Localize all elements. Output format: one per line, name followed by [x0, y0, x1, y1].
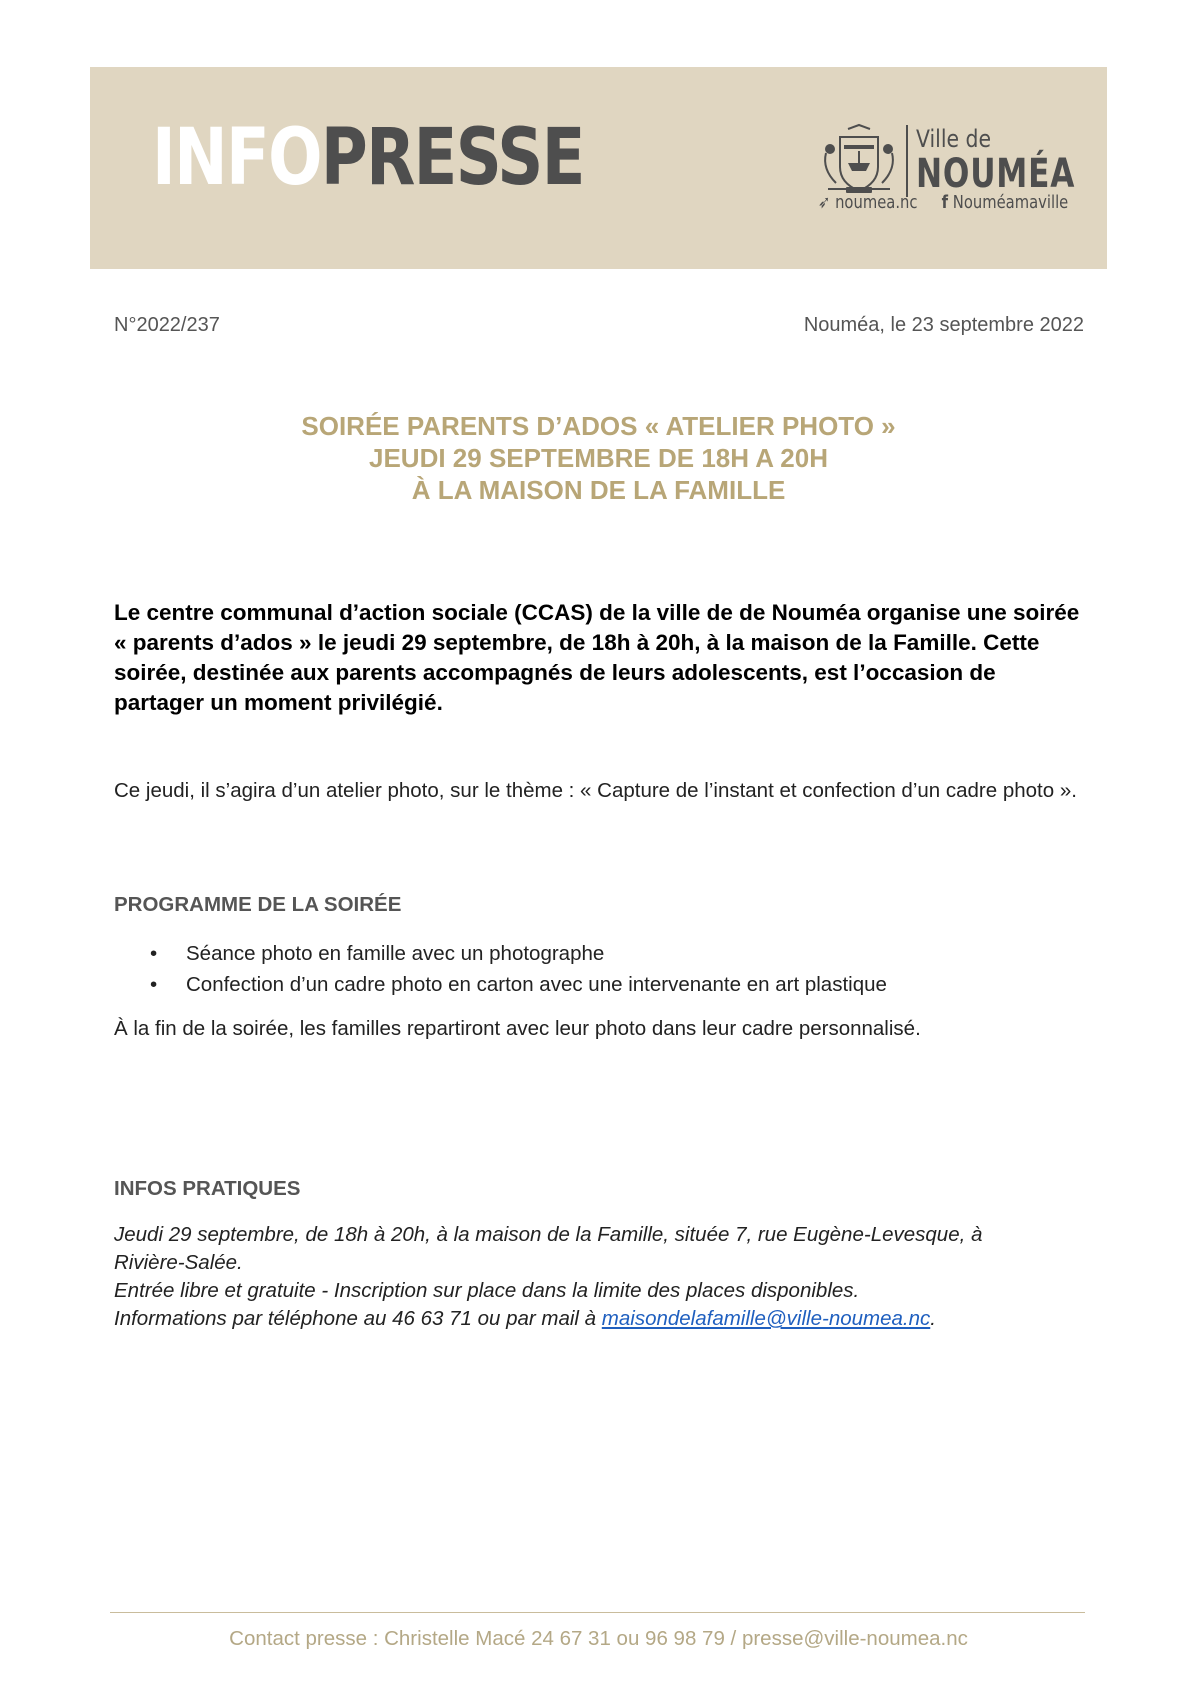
infos-line-1: Jeudi 29 septembre, de 18h à 20h, à la maison de la Famille, située 7, rue Eugène-Levesque, à: [114, 1223, 983, 1246]
city-prefix: Ville de: [916, 125, 992, 153]
infos-heading: INFOS PRATIQUES: [114, 1177, 301, 1200]
bullet-icon: •: [150, 942, 158, 965]
infos-line-4: Informations par téléphone au 46 63 71 ou par mail à maisondelafamille@ville-noumea.nc.: [114, 1307, 936, 1330]
brand-info: INFO: [152, 113, 321, 203]
social-links: [818, 192, 1068, 213]
infos-block: [114, 1221, 1089, 1333]
title-line-3: À LA MAISON DE LA FAMILLE: [411, 475, 786, 505]
arrow-icon: ➶: [818, 192, 831, 213]
list-item: • Confection d’un cadre photo en carton avec une intervenante en art plastique: [150, 969, 887, 1000]
facebook-link[interactable]: Nouméamaville: [952, 192, 1069, 213]
infos-line-3: Entrée libre et gratuite - Inscription sur place dans la limite des places disponibles.: [114, 1279, 860, 1302]
footer-contact: Contact presse : Christelle Macé 24 67 31 ou 96 98 79 / presse@ville-noumea.nc: [229, 1627, 968, 1650]
brand-logo: [152, 113, 584, 203]
list-item: • Séance photo en famille avec un photographe: [150, 938, 887, 969]
page-title: [90, 410, 1107, 506]
facebook-icon: f: [941, 192, 949, 213]
title-line-1: SOIRÉE PARENTS D’ADOS « ATELIER PHOTO »: [301, 411, 896, 441]
logo-separator: [906, 125, 908, 197]
programme-heading: PROGRAMME DE LA SOIRÉE: [114, 893, 402, 916]
email-link[interactable]: maisondelafamille@ville-noumea.nc: [601, 1307, 931, 1330]
bullet-icon: •: [150, 973, 158, 996]
city-name: NOUMÉA: [916, 151, 1076, 197]
brand-presse: PRESSE: [320, 113, 584, 203]
theme-paragraph: Ce jeudi, il s’agira d’un atelier photo, sur le thème : « Capture de l’instant et confection d’un cadre photo ».: [114, 779, 1077, 802]
title-line-2: JEUDI 29 SEPTEMBRE DE 18H A 20H: [369, 443, 828, 473]
city-crest-icon: [818, 123, 900, 199]
reference-number: N°2022/237: [114, 314, 220, 336]
closing-paragraph: À la fin de la soirée, les familles repartiront avec leur photo dans leur cadre personnalisé.: [114, 1017, 921, 1040]
footer-divider: [110, 1612, 1085, 1613]
programme-list: [150, 938, 887, 1000]
infos-line-2: Rivière-Salée.: [114, 1251, 243, 1274]
website-link[interactable]: noumea.nc: [835, 192, 918, 213]
lead-paragraph: Le centre communal d’action sociale (CCAS) de la ville de de Nouméa organise une soirée « parents d’ados » le jeudi 29 septembre, de 18h à 20h, à la maison de la Famille. Cette soirée, destinée aux parents accompagnés de leurs adolescents, est l’occasion de partager un moment privilégié.: [114, 600, 1080, 715]
release-date: Nouméa, le 23 septembre 2022: [803, 314, 1084, 336]
header-banner: [90, 67, 1107, 269]
